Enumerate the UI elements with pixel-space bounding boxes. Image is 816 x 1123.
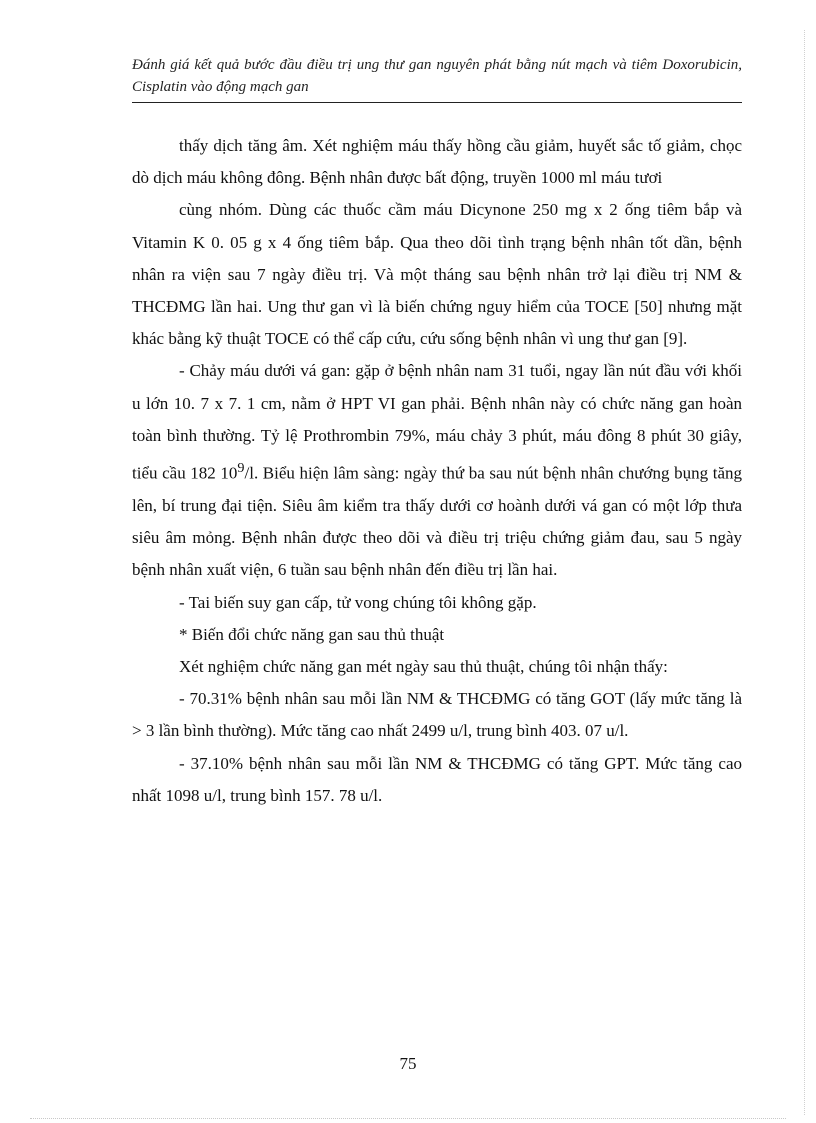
right-dotted-border	[804, 30, 805, 1115]
paragraph-subcapsular-bleeding	[132, 355, 742, 586]
section-heading-liver-function: * Biến đổi chức năng gan sau thủ thuật	[179, 624, 445, 644]
bottom-dotted-border	[30, 1118, 786, 1119]
paragraph-acute-liver-failure: - Tai biến suy gan cấp, tử vong chúng tôi không gặp.	[179, 592, 537, 612]
page-number: 75	[399, 1054, 417, 1073]
paragraph-subcapsular-bleeding-part2: /l. Biểu hiện lâm sàng: ngày thứ ba sau nút bệnh nhân chướng bụng tăng lên, bí trung đại tiện. Siêu âm kiểm tra thấy dưới cơ hoành dưới vá gan có một lớp thưa siêu âm mỏng. Bệnh nhân được theo dõi và điều trị triệu chứng giảm đau, sau 5 ngày bệnh nhân xuất viện, 6 tuần sau bệnh nhân đến điều trị lần hai.	[132, 463, 742, 580]
paragraph-subcapsular-bleeding-part1: - Chảy máu dưới vá gan: gặp ở bệnh nhân nam 31 tuổi, ngay lần nút đầu với khối u lớn 10. 7 x 7. 1 cm, nằm ở HPT VI gan phải. Bệnh nhân này có chức năng gan hoàn toàn bình thường. Tỷ lệ Prothrombin 79%, máu chảy 3 phút, máu đông 8 phút 30 giây, tiểu cầu 182 10	[132, 361, 742, 483]
paragraph-got-increase: - 70.31% bệnh nhân sau mỗi lần NM & THCĐMG có tăng GOT (lấy mức tăng là > 3 lần bình thường). Mức tăng cao nhất 2499 u/l, trung bình 403. 07 u/l.	[132, 689, 742, 741]
body-text	[132, 130, 742, 812]
header-rule	[132, 102, 742, 103]
paragraph-gpt-increase: - 37.10% bệnh nhân sau mỗi lần NM & THCĐMG có tăng GPT. Mức tăng cao nhất 1098 u/l, trung bình 157. 78 u/l.	[132, 753, 742, 805]
superscript-exponent: 9	[237, 460, 245, 477]
paragraph-liver-function-intro: Xét nghiệm chức năng gan mét ngày sau thủ thuật, chúng tôi nhận thấy:	[179, 656, 668, 676]
running-header: Đánh giá kết quả bước đầu điều trị ung thư gan nguyên phát bằng nút mạch và tiêm Doxorubicin, Cisplatin vào động mạch gan	[132, 57, 742, 95]
paragraph-hemostatic-drugs: cùng nhóm. Dùng các thuốc cầm máu Dicynone 250 mg x 2 ống tiêm bắp và Vitamin K 0. 05 g x 4 ống tiêm bắp. Qua theo dõi tình trạng bệnh nhân tốt dần, bệnh nhân ra viện sau 7 ngày điều trị. Và một tháng sau bệnh nhân trở lại điều trị NM & THCĐMG lần hai. Ung thư gan vì là biến chứng nguy hiểm của TOCE [50] nhưng mặt khác bằng kỹ thuật TOCE có thể cấp cứu, cứu sống bệnh nhân vì ung thư gan [9].	[132, 200, 742, 349]
paragraph-blood-transfusion: thấy dịch tăng âm. Xét nghiệm máu thấy hồng cầu giảm, huyết sắc tố giảm, chọc dò dịch máu không đông. Bệnh nhân được bất động, truyền 1000 ml máu tươi	[132, 136, 742, 188]
